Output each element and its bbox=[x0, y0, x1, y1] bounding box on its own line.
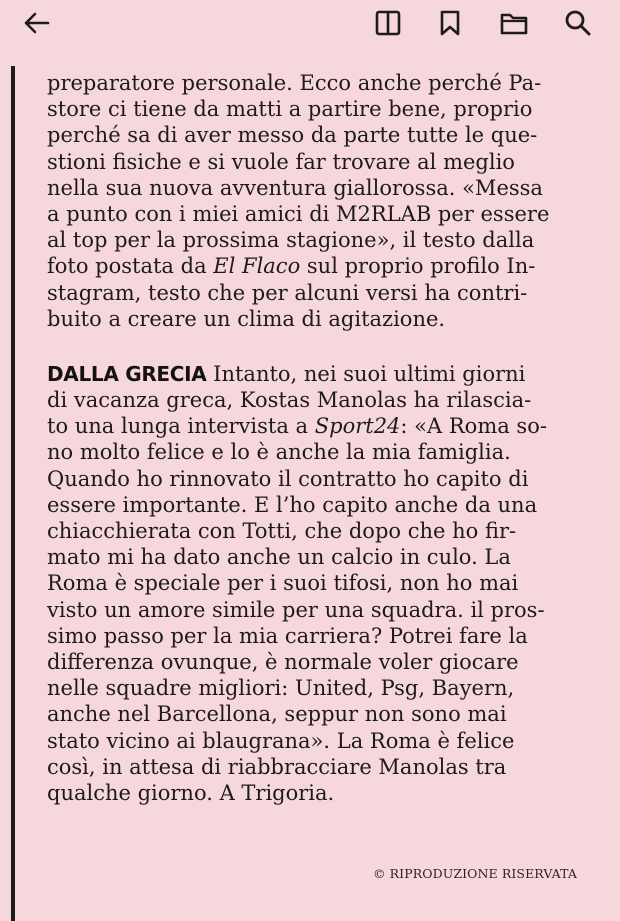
nickname-italic: El Flaco bbox=[213, 254, 301, 279]
search-button[interactable] bbox=[557, 2, 599, 44]
text-fragment: to una lunga intervista a bbox=[47, 414, 315, 439]
paragraph-1 bbox=[47, 70, 567, 332]
text-line: qualche giorno. A Trigoria. bbox=[47, 780, 335, 805]
search-icon bbox=[563, 8, 593, 38]
bookmark-icon bbox=[437, 9, 463, 37]
text-line: perché sa di aver messo da parte tutte le que- bbox=[47, 123, 538, 148]
text-line bbox=[47, 361, 567, 387]
copyright-notice: © RIPRODUZIONE RISERVATA bbox=[373, 866, 577, 881]
text-fragment: Intanto, nei suoi ultimi giorni bbox=[206, 361, 526, 386]
layout-button[interactable] bbox=[367, 2, 409, 44]
text-line: a punto con i miei amici di M2RLAB per essere bbox=[47, 201, 550, 226]
text-line: store ci tiene da matti a partire bene, proprio bbox=[47, 97, 533, 122]
article-body bbox=[47, 70, 567, 806]
text-line: essere importante. E l’ho capito anche da una bbox=[47, 492, 538, 517]
text-fragment: : «A Roma so- bbox=[400, 414, 547, 439]
text-line: no molto felice e lo è anche la mia famiglia. bbox=[47, 440, 511, 465]
column-rule bbox=[11, 66, 15, 921]
text-fragment: sul proprio profilo In- bbox=[300, 254, 536, 279]
text-fragment: foto postata da bbox=[47, 254, 214, 279]
text-line: buito a creare un clima di agitazione. bbox=[47, 306, 446, 331]
text-line: differenza ovunque, è normale voler giocare bbox=[47, 649, 519, 674]
folder-button[interactable] bbox=[493, 2, 535, 44]
text-line: stioni fisiche e si vuole far trovare al meglio bbox=[47, 149, 515, 174]
back-button[interactable] bbox=[16, 2, 58, 44]
source-italic: Sport24 bbox=[314, 414, 401, 439]
bookmark-button[interactable] bbox=[429, 2, 471, 44]
text-line: chiacchierata con Totti, che dopo che ho fir- bbox=[47, 519, 517, 543]
text-line: di vacanza greca, Kostas Manolas ha rilascia- bbox=[47, 388, 532, 413]
paragraph-2 bbox=[47, 361, 567, 806]
text-line: visto un amore simile per una squadra. il pros- bbox=[47, 597, 545, 622]
text-line: simo passo per la mia carriera? Potrei fare la bbox=[47, 623, 528, 648]
text-line: stato vicino ai blaugrana». La Roma è felice bbox=[47, 728, 515, 753]
columns-icon bbox=[374, 9, 402, 37]
text-line: stagram, testo che per alcuni versi ha contri- bbox=[47, 280, 528, 305]
folder-icon bbox=[499, 9, 529, 37]
text-line: mato mi ha dato anche un calcio in culo. La bbox=[47, 545, 511, 570]
text-line: nelle squadre migliori: United, Psg, Bayern, bbox=[47, 676, 515, 701]
text-line: al top per la prossima stagione», il testo dalla bbox=[47, 228, 535, 253]
arrow-left-icon bbox=[22, 8, 52, 38]
reader-toolbar bbox=[0, 0, 620, 46]
text-line: Roma è speciale per i suoi tifosi, non ho mai bbox=[47, 571, 519, 596]
text-line bbox=[47, 413, 567, 439]
text-line: Quando ho rinnovato il contratto ho capito di bbox=[47, 466, 529, 491]
text-line: nella sua nuova avventura giallorossa. «Messa bbox=[47, 175, 543, 200]
text-line: così, in attesa di riabbracciare Manolas tra bbox=[47, 754, 507, 779]
text-line: anche nel Barcellona, seppur non sono mai bbox=[47, 702, 507, 727]
section-kicker: DALLA GRECIA bbox=[47, 361, 207, 386]
text-line bbox=[47, 253, 567, 279]
text-line: preparatore personale. Ecco anche perché Pa- bbox=[47, 71, 542, 95]
